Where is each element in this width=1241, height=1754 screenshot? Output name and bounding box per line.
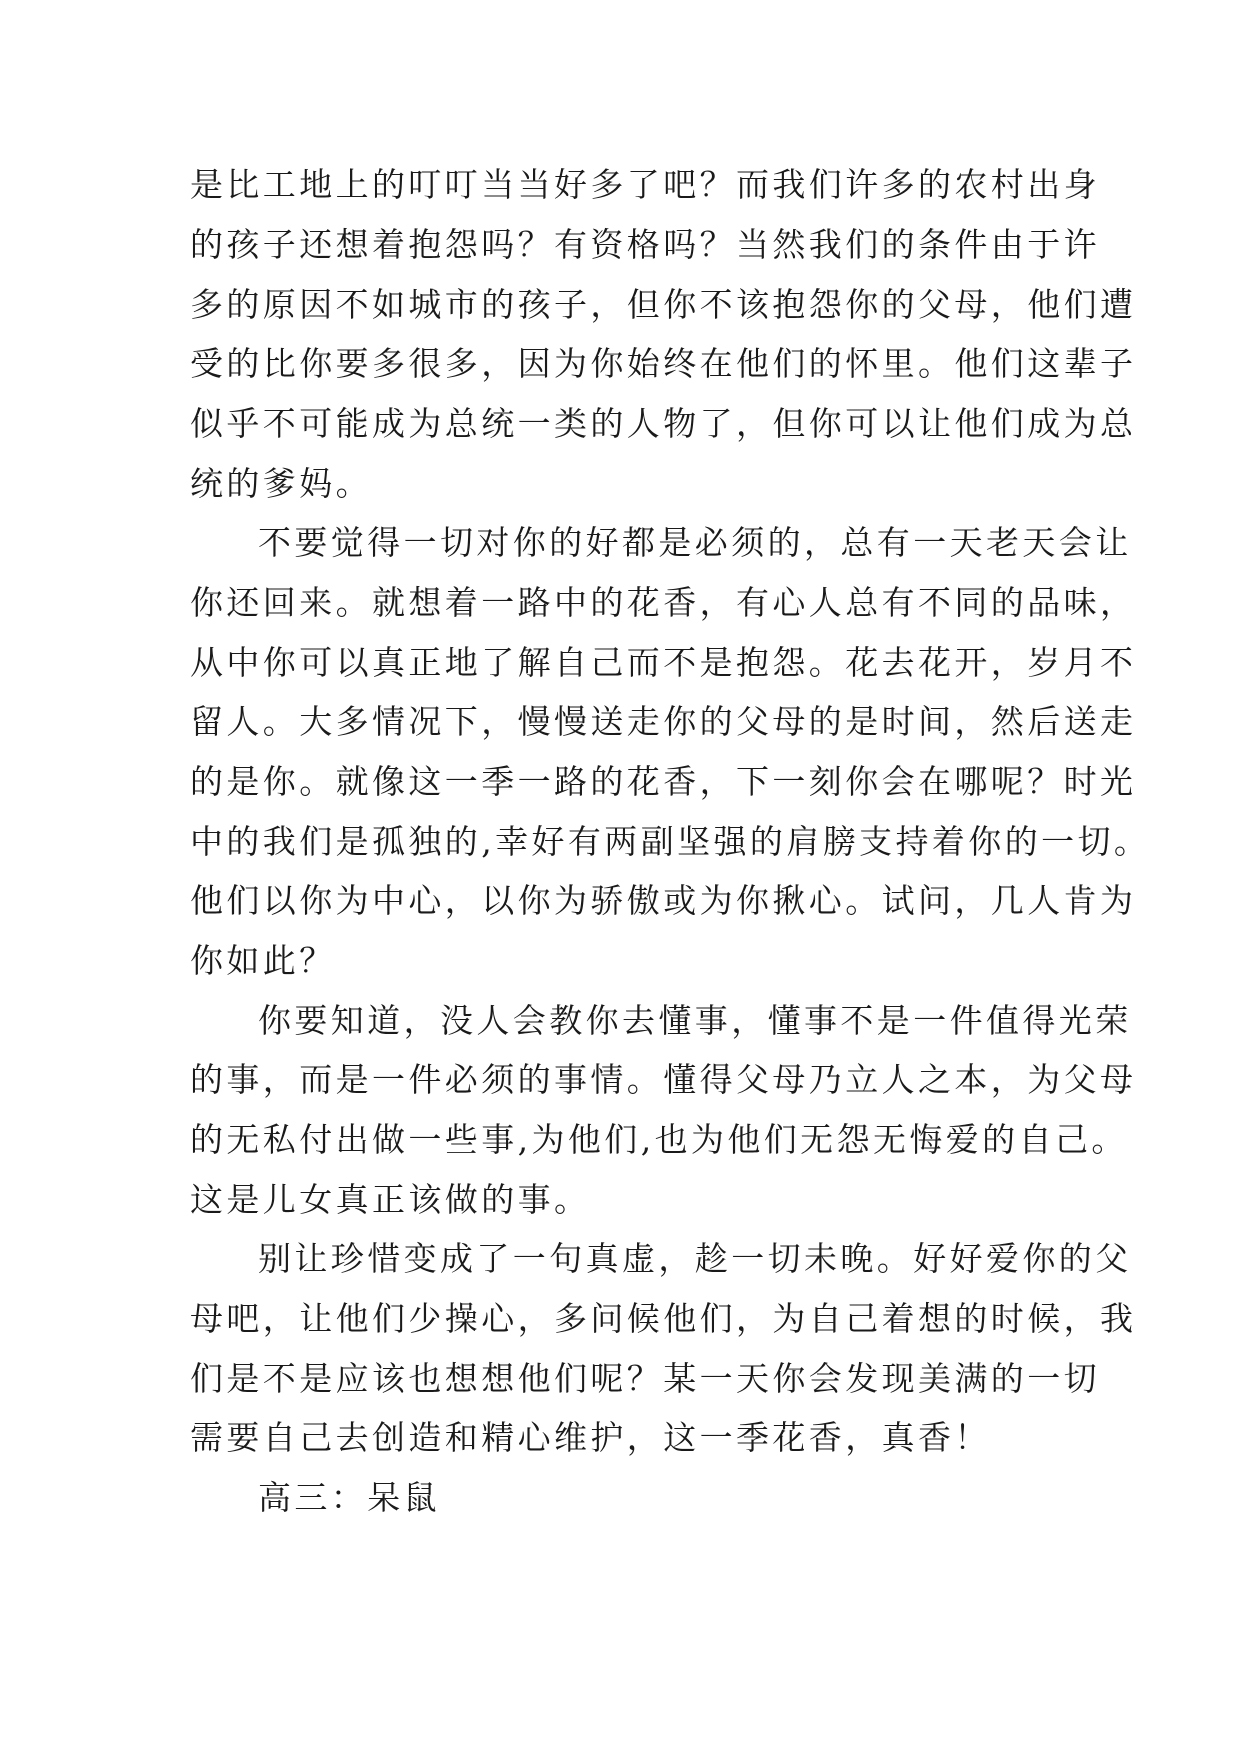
text-line: 从中你可以真正地了解自己而不是抱怨。花去花开，岁月不	[190, 643, 1137, 682]
paragraph-first-line: 你要知道，没人会教你去懂事，懂事不是一件值得光荣	[258, 1001, 1132, 1040]
text-line: 这是儿女真正该做的事。	[190, 1180, 591, 1219]
text-line: 需要自己去创造和精心维护，这一季花香，真香！	[190, 1418, 991, 1457]
text-line: 似乎不可能成为总统一类的人物了，但你可以让他们成为总	[190, 404, 1137, 443]
text-line: 的事，而是一件必须的事情。懂得父母乃立人之本，为父母	[190, 1060, 1137, 1099]
text-line: 统的爹妈。	[190, 464, 372, 503]
text-line: 的无私付出做一些事,为他们,也为他们无怨无悔爱的自己。	[190, 1120, 1128, 1159]
text-line: 多的原因不如城市的孩子，但你不该抱怨你的父母，他们遭	[190, 285, 1137, 324]
text-line: 受的比你要多很多，因为你始终在他们的怀里。他们这辈子	[190, 344, 1137, 383]
text-line: 中的我们是孤独的,幸好有两副坚强的肩膀支持着你的一切。	[190, 822, 1151, 861]
text-line: 母吧，让他们少操心，多问候他们，为自己着想的时候，我	[190, 1299, 1137, 1338]
text-line: 留人。大多情况下，慢慢送走你的父母的是时间，然后送走	[190, 702, 1137, 741]
author-signature: 高三：呆鼠	[258, 1478, 440, 1517]
text-line: 他们以你为中心，以你为骄傲或为你揪心。试问，几人肯为	[190, 881, 1137, 920]
text-line: 的孩子还想着抱怨吗？有资格吗？当然我们的条件由于许	[190, 225, 1100, 264]
paragraph-first-line: 不要觉得一切对你的好都是必须的，总有一天老天会让	[258, 523, 1132, 562]
text-line: 你如此？	[190, 941, 336, 980]
paragraph-first-line: 别让珍惜变成了一句真虚，趁一切未晚。好好爱你的父	[258, 1239, 1132, 1278]
text-line: 的是你。就像这一季一路的花香，下一刻你会在哪呢？时光	[190, 762, 1137, 801]
text-line: 是比工地上的叮叮当当好多了吧？而我们许多的农村出身	[190, 165, 1100, 204]
text-line: 你还回来。就想着一路中的花香，有心人总有不同的品味，	[190, 583, 1137, 622]
text-line: 们是不是应该也想想他们呢？某一天你会发现美满的一切	[190, 1359, 1100, 1398]
